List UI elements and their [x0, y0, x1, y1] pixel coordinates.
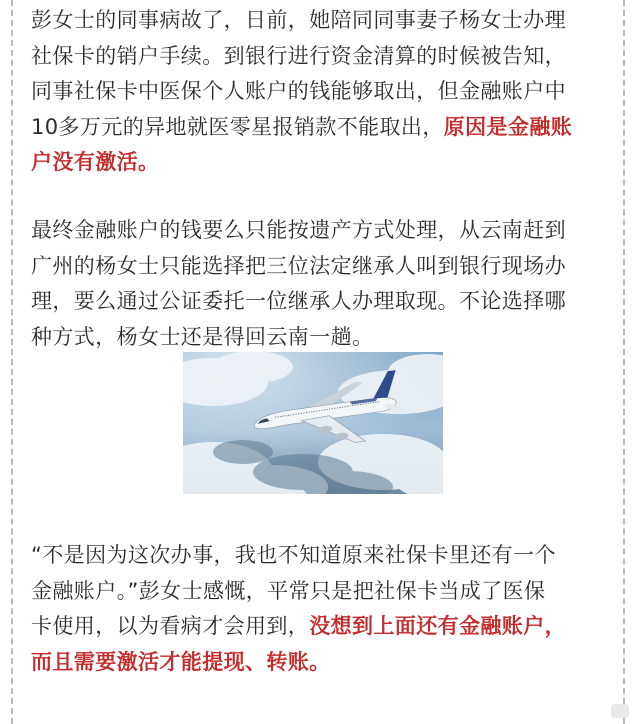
paragraph-line: “不是因为这次办事，我也不知道原来社保卡里还有一个: [31, 543, 556, 567]
airplane-illustration: [183, 352, 443, 494]
paragraph-line: 彭女士的同事病故了，日前，她陪同同事妻子杨女士办理: [31, 8, 566, 32]
paragraph-line: 理，要么通过公证委托一位继承人办理取现。不论选择哪: [31, 289, 566, 313]
paragraph-line: 同事社保卡中医保个人账户的钱能够取出，但金融账户中: [31, 79, 566, 103]
dashed-border-right: [623, 0, 625, 724]
paragraph-line: 金融账户。”彭女士感慨，平常只是把社保卡当成了医保: [31, 578, 546, 603]
corner-badge: [611, 704, 629, 718]
highlight-text: 原因是金融账: [443, 114, 573, 139]
paragraph-line: 种方式，杨女士还是得回云南一趟。: [31, 324, 374, 349]
paragraph-line: 最终金融账户的钱要么只能按遗产方式处理，从云南赶到: [31, 218, 566, 242]
highlight-line: 而且需要激活才能提现、转账。: [31, 649, 331, 674]
paragraph-line: 广州的杨女士只能选择把三位法定继承人叫到银行现场办: [31, 253, 566, 278]
highlight-line: 户没有激活。: [31, 150, 160, 174]
dashed-border-left: [11, 0, 13, 724]
highlight-text: 没想到上面还有金融账户，: [309, 614, 567, 638]
line-text: 10多万元的异地就医零星报销款不能取出，: [31, 114, 444, 139]
paragraph-line: 社保卡的销户手续。到银行进行资金清算的时候被告知，: [31, 43, 566, 68]
paragraph-line: [31, 110, 591, 146]
paragraph-1: [31, 3, 591, 181]
paragraph-2: [31, 213, 591, 355]
paragraph-3: [31, 538, 591, 680]
line-text: 卡使用，以为看病才会用到，: [31, 614, 310, 638]
airplane-photo: [183, 352, 443, 494]
paragraph-line: [31, 609, 591, 645]
